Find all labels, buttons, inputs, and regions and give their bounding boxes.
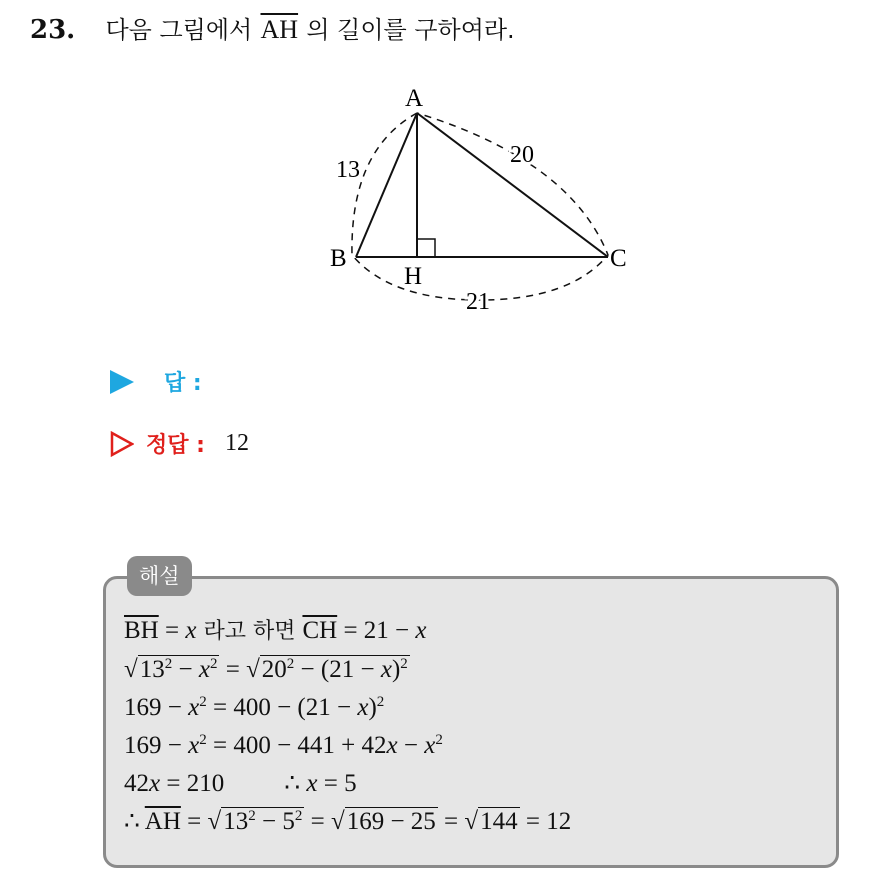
num: 13 — [223, 808, 249, 835]
seg-ah: $\overline{AH}$ — [144, 808, 181, 835]
eq-text: = — [304, 808, 331, 835]
sup: 2 — [164, 656, 173, 672]
op: 169 − — [124, 694, 189, 721]
play-outline-icon — [110, 431, 134, 457]
play-icon — [110, 370, 134, 394]
explanation-line-5 — [124, 765, 571, 803]
var-x: x — [185, 617, 197, 644]
explanation-tab: 해설 — [127, 556, 192, 596]
var-x: x — [306, 770, 318, 797]
eq-text: = — [158, 617, 186, 644]
eq-text: = — [219, 656, 247, 683]
op: − (21 − — [294, 656, 381, 683]
sup: 2 — [400, 656, 408, 672]
question-text-before: 다음 그림에서 — [105, 16, 253, 44]
eq-text: = — [437, 808, 465, 835]
correct-answer-row — [110, 428, 249, 459]
eq-text: = 21 − — [337, 617, 416, 644]
var-x: x — [188, 694, 200, 721]
explanation-line-2 — [124, 651, 571, 689]
sup: 2 — [286, 656, 295, 672]
op: 169 − — [124, 732, 189, 759]
sup: 2 — [199, 694, 207, 710]
explanation-line-1 — [124, 612, 571, 651]
question-line — [30, 12, 515, 48]
sqrt-4: √169 − 25 — [330, 808, 436, 835]
sqrt-3: $√13^2 - 5^2$ — [207, 808, 303, 835]
var-x: x — [357, 694, 369, 721]
sup: 2 — [376, 694, 385, 710]
label-side-ab: 13 — [336, 157, 360, 183]
var-x: x — [415, 617, 427, 644]
radicand: 169 − 25 — [346, 808, 436, 835]
var-x: x — [424, 732, 436, 759]
sqrt-1: $√13^2 - x^2$ — [124, 656, 218, 683]
triangle-figure — [320, 80, 640, 320]
num: 13 — [139, 656, 165, 683]
sup: 2 — [199, 732, 207, 748]
num: 20 — [261, 656, 287, 683]
op: − — [172, 656, 199, 683]
op: = 400 − 441 + 42 — [206, 732, 387, 759]
op: = 5 — [317, 770, 357, 797]
question-text-after: 의 길이를 구하여라. — [306, 16, 515, 44]
answer-row — [110, 366, 202, 397]
label-h: H — [404, 263, 423, 290]
label-b: B — [330, 245, 347, 272]
sqrt-2: $√20^2 - (21 - x)^2$ — [246, 656, 408, 683]
label-side-bc: 21 — [466, 289, 490, 315]
sup: 2 — [248, 808, 256, 824]
seg-ch: $\overline{CH}$ — [302, 617, 338, 644]
var-x: x — [198, 656, 210, 683]
eq-text: = — [180, 808, 208, 835]
explanation-line-4 — [124, 727, 571, 765]
label-a: A — [405, 85, 424, 112]
op: = 400 − (21 − — [206, 694, 358, 721]
op: − — [397, 732, 425, 759]
correct-value: 12 — [224, 430, 249, 456]
op: − 5 — [255, 808, 295, 835]
side-ac — [417, 113, 608, 257]
result: = 12 — [519, 808, 572, 835]
sup: 2 — [209, 656, 218, 672]
label-side-ac: 20 — [510, 142, 534, 168]
sup: 2 — [435, 732, 443, 748]
label-c: C — [610, 245, 627, 272]
var-x: x — [149, 770, 161, 797]
explanation-line-3 — [124, 689, 571, 727]
right-angle-mark — [417, 239, 435, 257]
therefore: ∴ — [124, 808, 145, 835]
side-ab — [356, 113, 417, 257]
var-x: x — [188, 732, 200, 759]
op: 42 — [124, 770, 149, 797]
explanation-line-6 — [124, 803, 571, 841]
question-number: 23. — [30, 15, 76, 45]
question-segment-ah: $\overline{AH}$ — [260, 15, 299, 44]
sup: 2 — [294, 808, 303, 824]
radicand: 144 — [480, 808, 518, 835]
answer-label: 답 : — [164, 371, 202, 396]
correct-label: 정답 : — [146, 433, 205, 458]
explanation-lines — [124, 612, 571, 841]
op: = 210 — [160, 770, 225, 797]
sqrt-5: √144 — [464, 808, 518, 835]
seg-bh: $\overline{BH}$ — [124, 617, 159, 644]
op: ) — [391, 656, 401, 683]
op: ) — [368, 694, 377, 721]
dashed-arc — [352, 113, 608, 300]
therefore: ∴ — [284, 770, 307, 797]
korean-text: 라고 하면 — [196, 619, 303, 644]
var-x: x — [380, 656, 392, 683]
var-x: x — [386, 732, 398, 759]
